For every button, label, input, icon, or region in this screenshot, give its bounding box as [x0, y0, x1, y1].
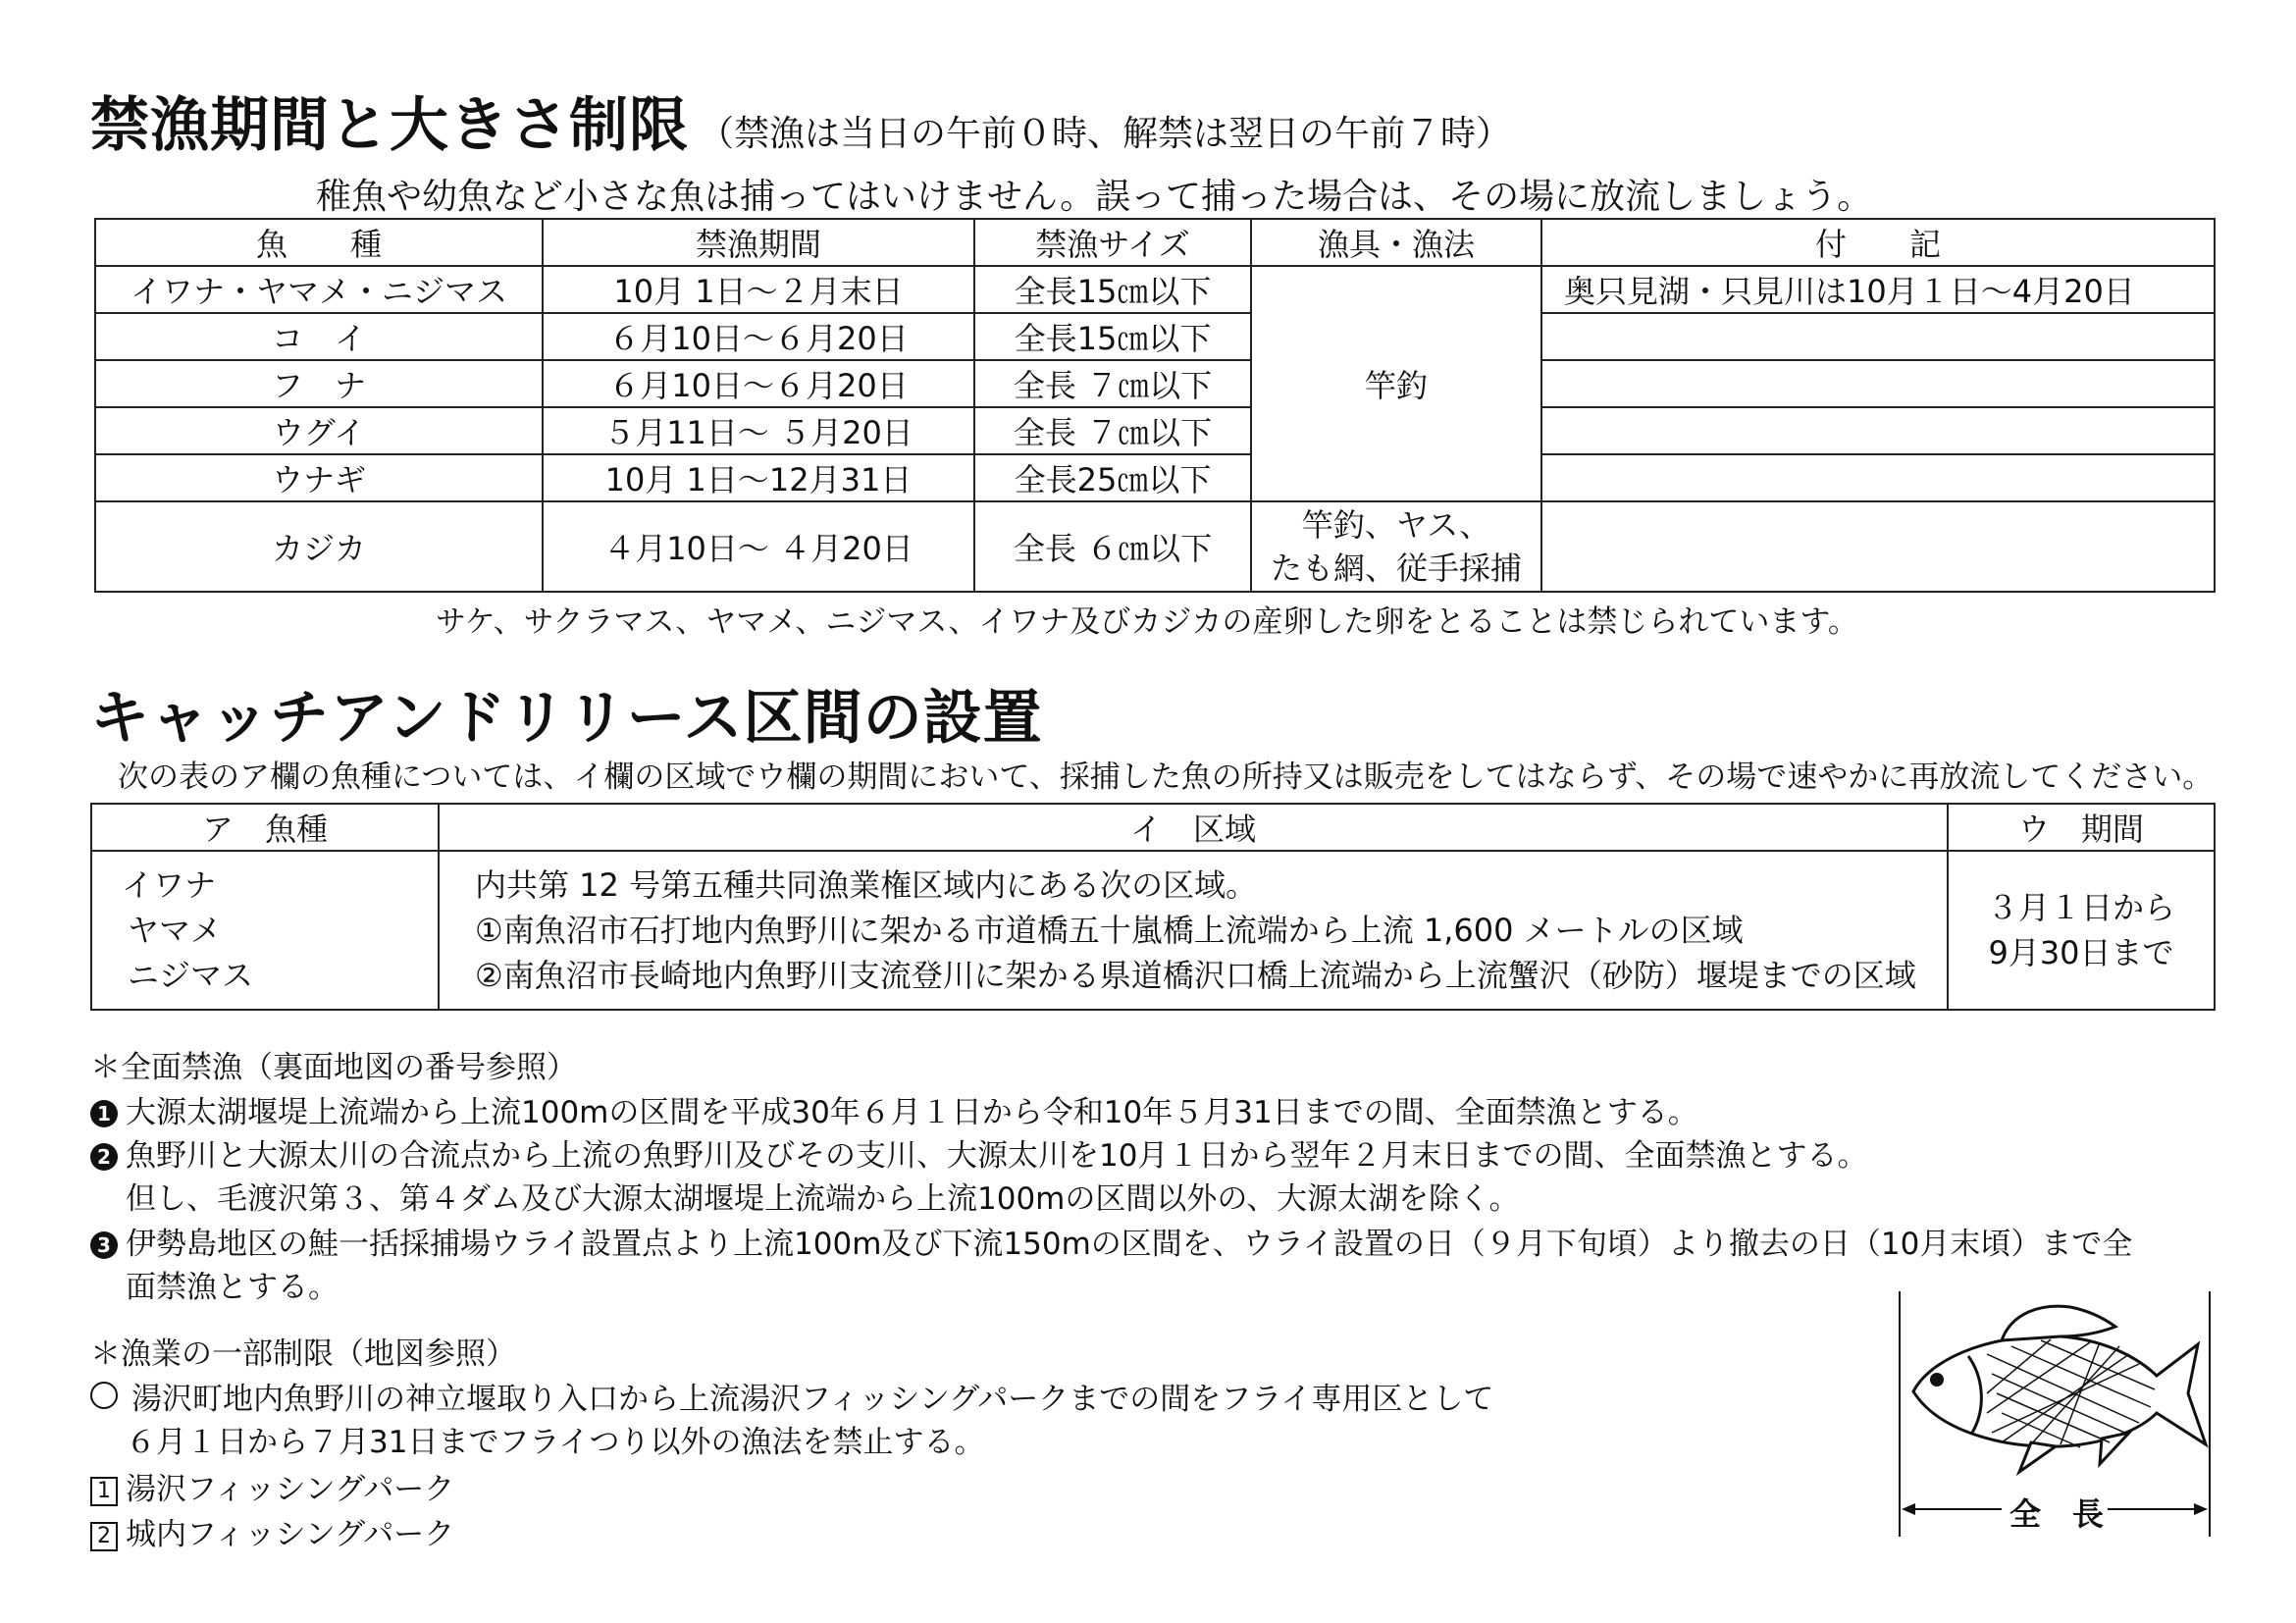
col-header-period: ウ 期間 [1948, 804, 2215, 851]
table-row [95, 407, 2215, 454]
restriction-text-cont: ６月１日から７月31日までフライつり以外の漁法を禁止する。 [126, 1425, 985, 1460]
park-item [90, 1464, 454, 1508]
col-header-size: 禁漁サイズ [974, 219, 1251, 266]
full-ban-text: 伊勢島地区の鮭一括採捕場ウライ設置点より上流100m及び下流150mの区間を、ウライ設置の日（９月下旬頃）より撤去の日（10月末頃）まで全 [126, 1227, 2133, 1262]
note-cell [1541, 407, 2215, 454]
fish-name: ヤマメ [128, 912, 223, 949]
period-cell: ６月10日～６月20日 [543, 360, 974, 407]
fish-length-figure [1894, 1285, 2218, 1541]
table-row [91, 851, 2215, 1010]
note-cell [1541, 454, 2215, 501]
area-cell [439, 851, 1948, 1010]
table-row [95, 360, 2215, 407]
section1-lead: 稚魚や幼魚など小さな魚は捕ってはいけません。誤って捕った場合は、その場に放流しましょう。 [316, 177, 1873, 217]
number-badge: 1 [90, 1100, 118, 1127]
full-ban-text-cont: 但し、毛渡沢第３、第４ダム及び大源太湖堰堤上流端から上流100mの区間以外の、大源太湖を除く。 [126, 1181, 1520, 1217]
size-cell: 全長 ６㎝以下 [974, 501, 1251, 592]
table-row [95, 454, 2215, 501]
size-cell: 全長15㎝以下 [974, 266, 1251, 313]
number-badge: 2 [90, 1143, 118, 1171]
size-cell: 全長 ７㎝以下 [974, 407, 1251, 454]
note-cell [1541, 501, 2215, 592]
fish-cell: ウグイ [95, 407, 543, 454]
col-header-area: イ 区域 [439, 804, 1948, 851]
number-badge: 3 [90, 1231, 118, 1259]
full-ban-item [90, 1130, 1867, 1175]
gear-line: 竿釣、ヤス、 [1301, 506, 1491, 544]
park-label: 湯沢フィッシングパーク [126, 1472, 455, 1507]
period-cell: 10月 1日～２月末日 [543, 266, 974, 313]
section2-lead: 次の表のア欄の魚種については、イ欄の区域でウ欄の期間において、採捕した魚の所持又は販売をしてはならず、その場で速やかに再放流してください。 [118, 759, 2214, 795]
fish-cell: カジカ [95, 501, 543, 592]
period-line: ３月１日から [1986, 889, 2175, 926]
col-header-fish: 魚 種 [95, 219, 543, 266]
fish-cell: ウナギ [95, 454, 543, 501]
restriction-text: 湯沢町地内魚野川の神立堰取り入口から上流湯沢フィッシングパークまでの間をフライ専用区として [131, 1382, 1494, 1417]
closed-season-table [94, 218, 2216, 593]
note-cell [1541, 313, 2215, 360]
total-length-label: 全 長 [2009, 1495, 2105, 1533]
period-cell [1948, 851, 2215, 1010]
col-header-gear: 漁具・漁法 [1251, 219, 1541, 266]
open-circle-icon [90, 1382, 118, 1409]
section1-title: 禁漁期間と大きさ制限 [90, 91, 689, 160]
table-header-row [91, 804, 2215, 851]
fish-cell: コ イ [95, 313, 543, 360]
note-cell: 奥只見湖・只見川は10月１日～4月20日 [1541, 266, 2215, 313]
boxed-number: 2 [90, 1522, 118, 1551]
col-header-note: 付 記 [1541, 219, 2215, 266]
gear-line: たも網、従手採捕 [1270, 550, 1522, 587]
section1-heading [90, 79, 1511, 163]
full-ban-text: 大源太湖堰堤上流端から上流100mの区間を平成30年６月１日から令和10年５月31日までの間、全面禁漁とする。 [126, 1095, 1698, 1130]
period-cell: ４月10日～ ４月20日 [543, 501, 974, 592]
fish-cell [91, 851, 439, 1010]
table-row [95, 266, 2215, 313]
park-item [90, 1509, 454, 1553]
size-cell: 全長 ７㎝以下 [974, 360, 1251, 407]
boxed-number: 1 [90, 1477, 118, 1506]
park-label: 城内フィッシングパーク [126, 1517, 455, 1552]
full-ban-heading: ＊全面禁漁（裏面地図の番号参照） [90, 1050, 577, 1085]
fish-name: ニジマス [128, 957, 254, 994]
area-line: ①南魚沼市石打地内魚野川に架かる市道橋五十嵐橋上流端から上流 1,600 メートルの区域 [475, 912, 1744, 949]
full-ban-text: 魚野川と大源太川の合流点から上流の魚野川及びその支川、大源太川を10月１日から翌年２月末日までの間、全面禁漁とする。 [126, 1138, 1868, 1174]
col-header-fish: ア 魚種 [91, 804, 439, 851]
gear-cell: 竿釣 [1251, 266, 1541, 501]
gear-cell-kajika [1251, 501, 1541, 592]
fish-cell: イワナ・ヤマメ・ニジマス [95, 266, 543, 313]
period-cell: 10月 1日～12月31日 [543, 454, 974, 501]
table-header-row [95, 219, 2215, 266]
size-cell: 全長25㎝以下 [974, 454, 1251, 501]
period-cell: ５月11日～ ５月20日 [543, 407, 974, 454]
full-ban-item [90, 1087, 1698, 1131]
restriction-item [90, 1374, 1493, 1418]
fish-name: イワナ [122, 866, 217, 904]
full-ban-item [90, 1219, 2132, 1263]
size-cell: 全長15㎝以下 [974, 313, 1251, 360]
period-line: 9月30日まで [1988, 934, 2174, 971]
table-row [95, 501, 2215, 592]
area-line: ②南魚沼市長崎地内魚野川支流登川に架かる県道橋沢口橋上流端から上流蟹沢（砂防）堰堤までの区域 [475, 957, 1916, 994]
section1-subtitle: （禁漁は当日の午前０時、解禁は翌日の午前７時） [699, 114, 1512, 154]
fish-cell: フ ナ [95, 360, 543, 407]
area-line: 内共第 12 号第五種共同漁業権区域内にある次の区域。 [475, 866, 1258, 904]
section1-footnote: サケ、サクラマス、ヤマメ、ニジマス、イワナ及びカジカの産卵した卵をとることは禁じられています。 [436, 604, 1858, 640]
partial-restriction-heading: ＊漁業の一部制限（地図参照） [90, 1336, 516, 1372]
section2-title: キャッチアンドリリース区間の設置 [90, 684, 1043, 753]
table-row [95, 313, 2215, 360]
note-cell [1541, 360, 2215, 407]
period-cell: ６月10日～６月20日 [543, 313, 974, 360]
col-header-period: 禁漁期間 [543, 219, 974, 266]
full-ban-text-cont: 面禁漁とする。 [126, 1270, 339, 1305]
catch-release-table [90, 803, 2216, 1011]
